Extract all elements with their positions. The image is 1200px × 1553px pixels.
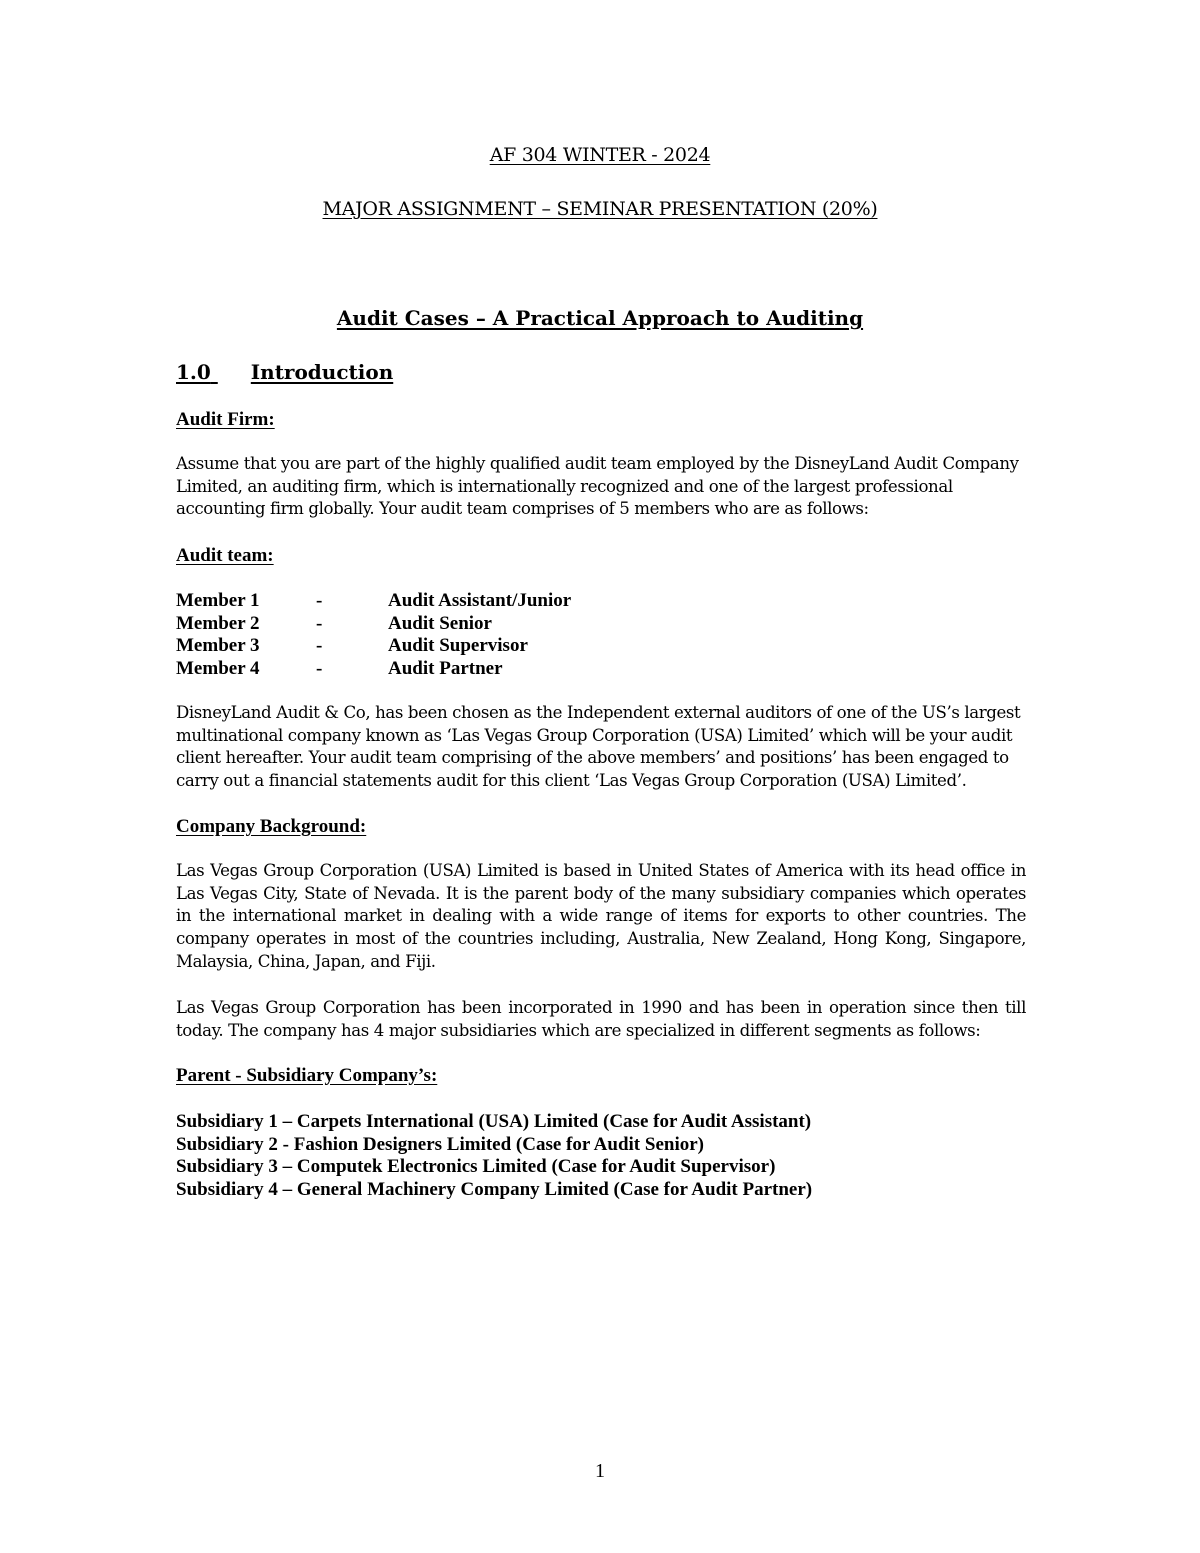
subsidiaries-label: Parent - Subsidiary Company’s: bbox=[176, 1065, 438, 1086]
audit-team-label: Audit team: bbox=[176, 545, 274, 566]
member-separator: - bbox=[316, 635, 323, 656]
page-number: 1 bbox=[595, 1460, 605, 1482]
member-role: Audit Partner bbox=[388, 658, 503, 679]
assignment-title: MAJOR ASSIGNMENT – SEMINAR PRESENTATION (20%) bbox=[322, 198, 878, 220]
company-background-paragraph-2: Las Vegas Group Corporation has been incorporated in 1990 and has been in operation since then till today. The company has 4 major subsidiaries which are specialized in different segments as follows: bbox=[176, 998, 1026, 1040]
audit-firm-label: Audit Firm: bbox=[176, 409, 275, 430]
member-name: Member 3 bbox=[176, 635, 260, 656]
section-number: 1.0 bbox=[176, 360, 211, 384]
company-background-paragraph-1: Las Vegas Group Corporation (USA) Limited is based in United States of America with its head office in Las Vegas City, State of Nevada. It is the parent body of the many subsidiary companies which operates in the international market in dealing with a wide range of items for exports to other countries. The company operates in most of the countries including, Australia, New Zealand, Hong Kong, Singapore, Malaysia, China, Japan, and Fiji. bbox=[176, 861, 1026, 971]
course-title: AF 304 WINTER - 2024 bbox=[489, 144, 711, 166]
section-title: Introduction bbox=[250, 360, 394, 384]
subsidiary-item: Subsidiary 2 - Fashion Designers Limited (Case for Audit Senior) bbox=[176, 1134, 704, 1155]
case-title: Audit Cases – A Practical Approach to Auditing bbox=[336, 306, 864, 330]
subsidiary-item: Subsidiary 4 – General Machinery Company Limited (Case for Audit Partner) bbox=[176, 1179, 813, 1200]
member-role: Audit Senior bbox=[388, 613, 492, 634]
member-role: Audit Supervisor bbox=[388, 635, 528, 656]
member-separator: - bbox=[316, 590, 323, 611]
audit-team-paragraph: DisneyLand Audit & Co, has been chosen as the Independent external auditors of one of the US’s largest multinational company known as ‘Las Vegas Group Corporation (USA) Limited’ which will be your audit client hereafter. Your audit team comprising of the above members’ and positions’ has been engaged to carry out a financial statements audit for this client ‘Las Vegas Group Corporation (USA) Limited’. bbox=[176, 703, 1021, 791]
member-name: Member 4 bbox=[176, 658, 260, 679]
member-role: Audit Assistant/Junior bbox=[388, 590, 572, 611]
member-separator: - bbox=[316, 658, 323, 679]
section-tab-gap bbox=[211, 360, 251, 384]
member-separator: - bbox=[316, 613, 323, 634]
company-background-label: Company Background: bbox=[176, 816, 367, 837]
member-name: Member 2 bbox=[176, 613, 260, 634]
subsidiary-item: Subsidiary 1 – Carpets International (USA) Limited (Case for Audit Assistant) bbox=[176, 1111, 812, 1132]
member-name: Member 1 bbox=[176, 590, 260, 611]
subsidiary-item: Subsidiary 3 – Computek Electronics Limited (Case for Audit Supervisor) bbox=[176, 1156, 776, 1177]
section-heading bbox=[176, 360, 393, 384]
audit-firm-paragraph: Assume that you are part of the highly qualified audit team employed by the DisneyLand Audit Company Limited, an auditing firm, which is internationally recognized and one of the largest professional accounting firm globally. Your audit team comprises of 5 members who are as follows: bbox=[176, 454, 1019, 519]
